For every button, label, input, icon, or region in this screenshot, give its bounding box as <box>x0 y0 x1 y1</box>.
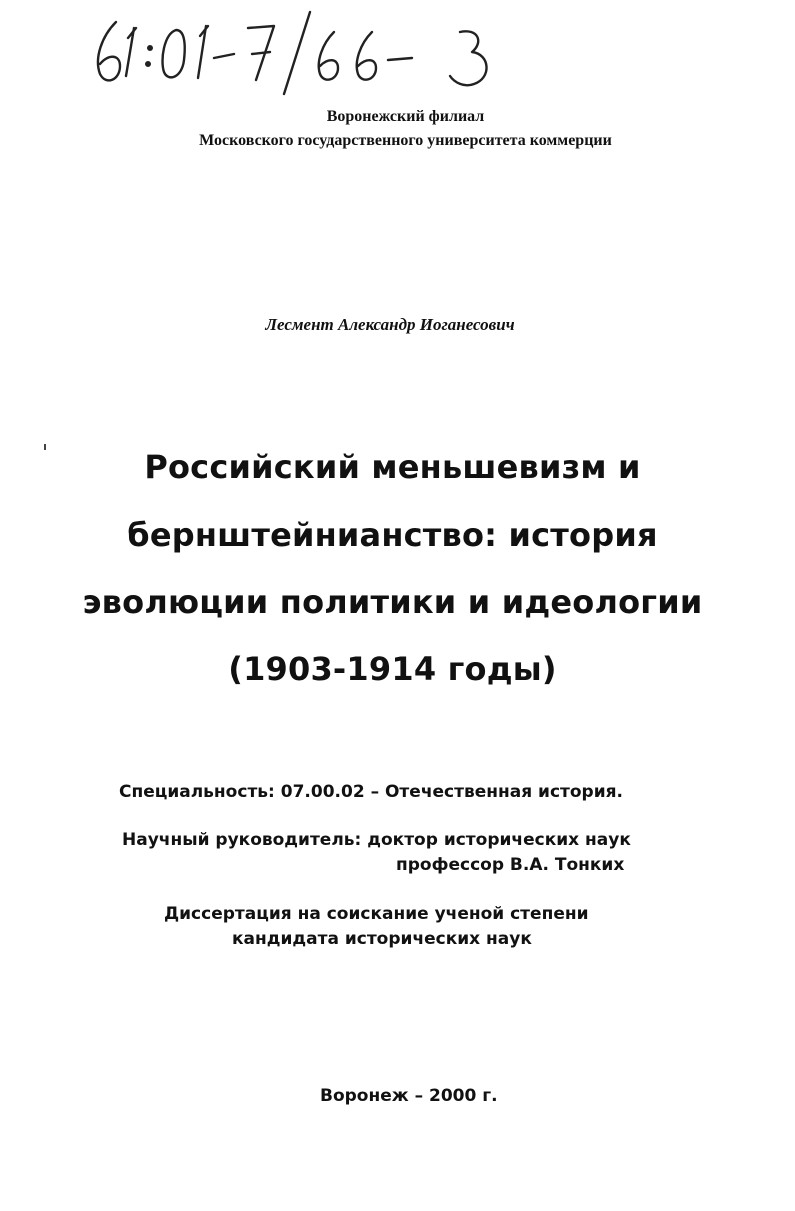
author-name: Лесмент Александр Иоганесович <box>265 315 515 334</box>
institution-line-2: Московского государственного университета коммерции <box>199 132 612 149</box>
handwritten-archive-code <box>88 8 508 98</box>
city-year: Воронеж – 2000 г. <box>320 1086 498 1106</box>
handwritten-archive-code-drawing <box>88 8 508 98</box>
advisor-line-2: профессор В.А. Тонких <box>396 855 625 875</box>
title-line-4: (1903-1914 годы) <box>228 650 557 688</box>
specialty: Специальность: 07.00.02 – Отечественная история. <box>119 782 624 802</box>
degree-line-1: Диссертация на соискание ученой степени <box>164 904 589 924</box>
title-line-3: эволюции политики и идеологии <box>82 583 703 621</box>
institution-line-1: Воронежский филиал <box>326 108 485 125</box>
title-line-2: бернштейнианство: история <box>127 516 658 554</box>
degree-line-2: кандидата исторических наук <box>232 929 532 949</box>
title-line-1: Российский меньшевизм и <box>144 448 641 486</box>
advisor-line-1: Научный руководитель: доктор исторических наук <box>122 830 631 850</box>
